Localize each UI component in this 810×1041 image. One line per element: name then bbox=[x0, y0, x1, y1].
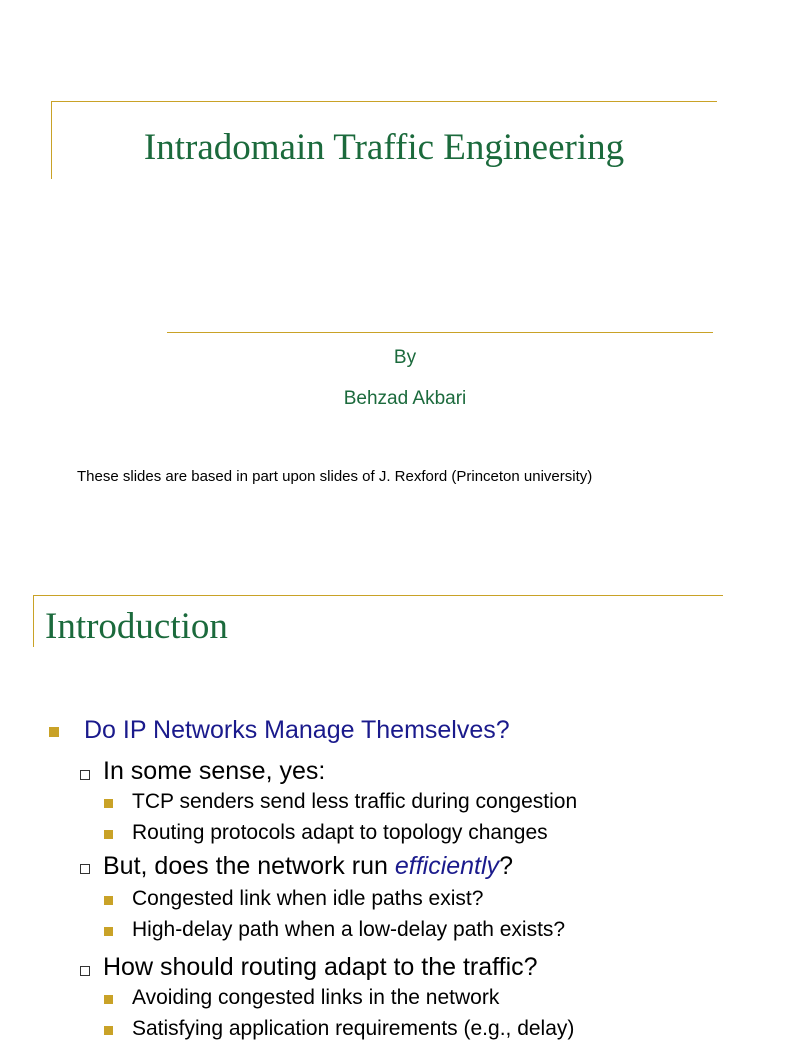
level1-bullet-icon bbox=[49, 727, 59, 737]
title-top-rule bbox=[51, 101, 717, 102]
point-2-label-emphasis: efficiently bbox=[394, 852, 500, 880]
subtitle-rule bbox=[167, 332, 713, 333]
level3-bullet-icon bbox=[104, 830, 113, 839]
level3-bullet-icon bbox=[104, 1026, 113, 1035]
main-question: Do IP Networks Manage Themselves? bbox=[84, 716, 510, 744]
intro-top-rule bbox=[33, 595, 723, 596]
point-1-label: In some sense, yes: bbox=[103, 757, 326, 785]
point-3-sub-1: Avoiding congested links in the network bbox=[132, 986, 500, 1009]
point-2-label-post: ? bbox=[499, 852, 513, 880]
introduction-slide bbox=[0, 560, 768, 1040]
level3-bullet-icon bbox=[104, 995, 113, 1004]
level2-bullet-icon bbox=[80, 770, 90, 780]
level3-bullet-icon bbox=[104, 896, 113, 905]
intro-title: Introduction bbox=[45, 606, 228, 647]
intro-left-rule bbox=[33, 595, 34, 647]
point-3-sub-2: Satisfying application requirements (e.g., delay) bbox=[132, 1017, 575, 1040]
point-1-sub-1: TCP senders send less traffic during congestion bbox=[132, 790, 578, 813]
author-name: Behzad Akbari bbox=[343, 388, 467, 409]
by-label: By bbox=[393, 347, 417, 368]
level2-bullet-icon bbox=[80, 966, 90, 976]
point-2-label bbox=[103, 852, 513, 881]
level3-bullet-icon bbox=[104, 927, 113, 936]
point-3-label: How should routing adapt to the traffic? bbox=[103, 953, 538, 981]
attribution-note: These slides are based in part upon slides of J. Rexford (Princeton university) bbox=[77, 468, 593, 485]
point-2-sub-1: Congested link when idle paths exist? bbox=[132, 887, 484, 910]
point-2-sub-2: High-delay path when a low-delay path exists? bbox=[132, 918, 566, 941]
point-1-sub-2: Routing protocols adapt to topology changes bbox=[132, 821, 548, 844]
level2-bullet-icon bbox=[80, 864, 90, 874]
slide-title: Intradomain Traffic Engineering bbox=[143, 127, 625, 168]
point-2-label-pre: But, does the network run bbox=[103, 852, 395, 880]
level3-bullet-icon bbox=[104, 799, 113, 808]
